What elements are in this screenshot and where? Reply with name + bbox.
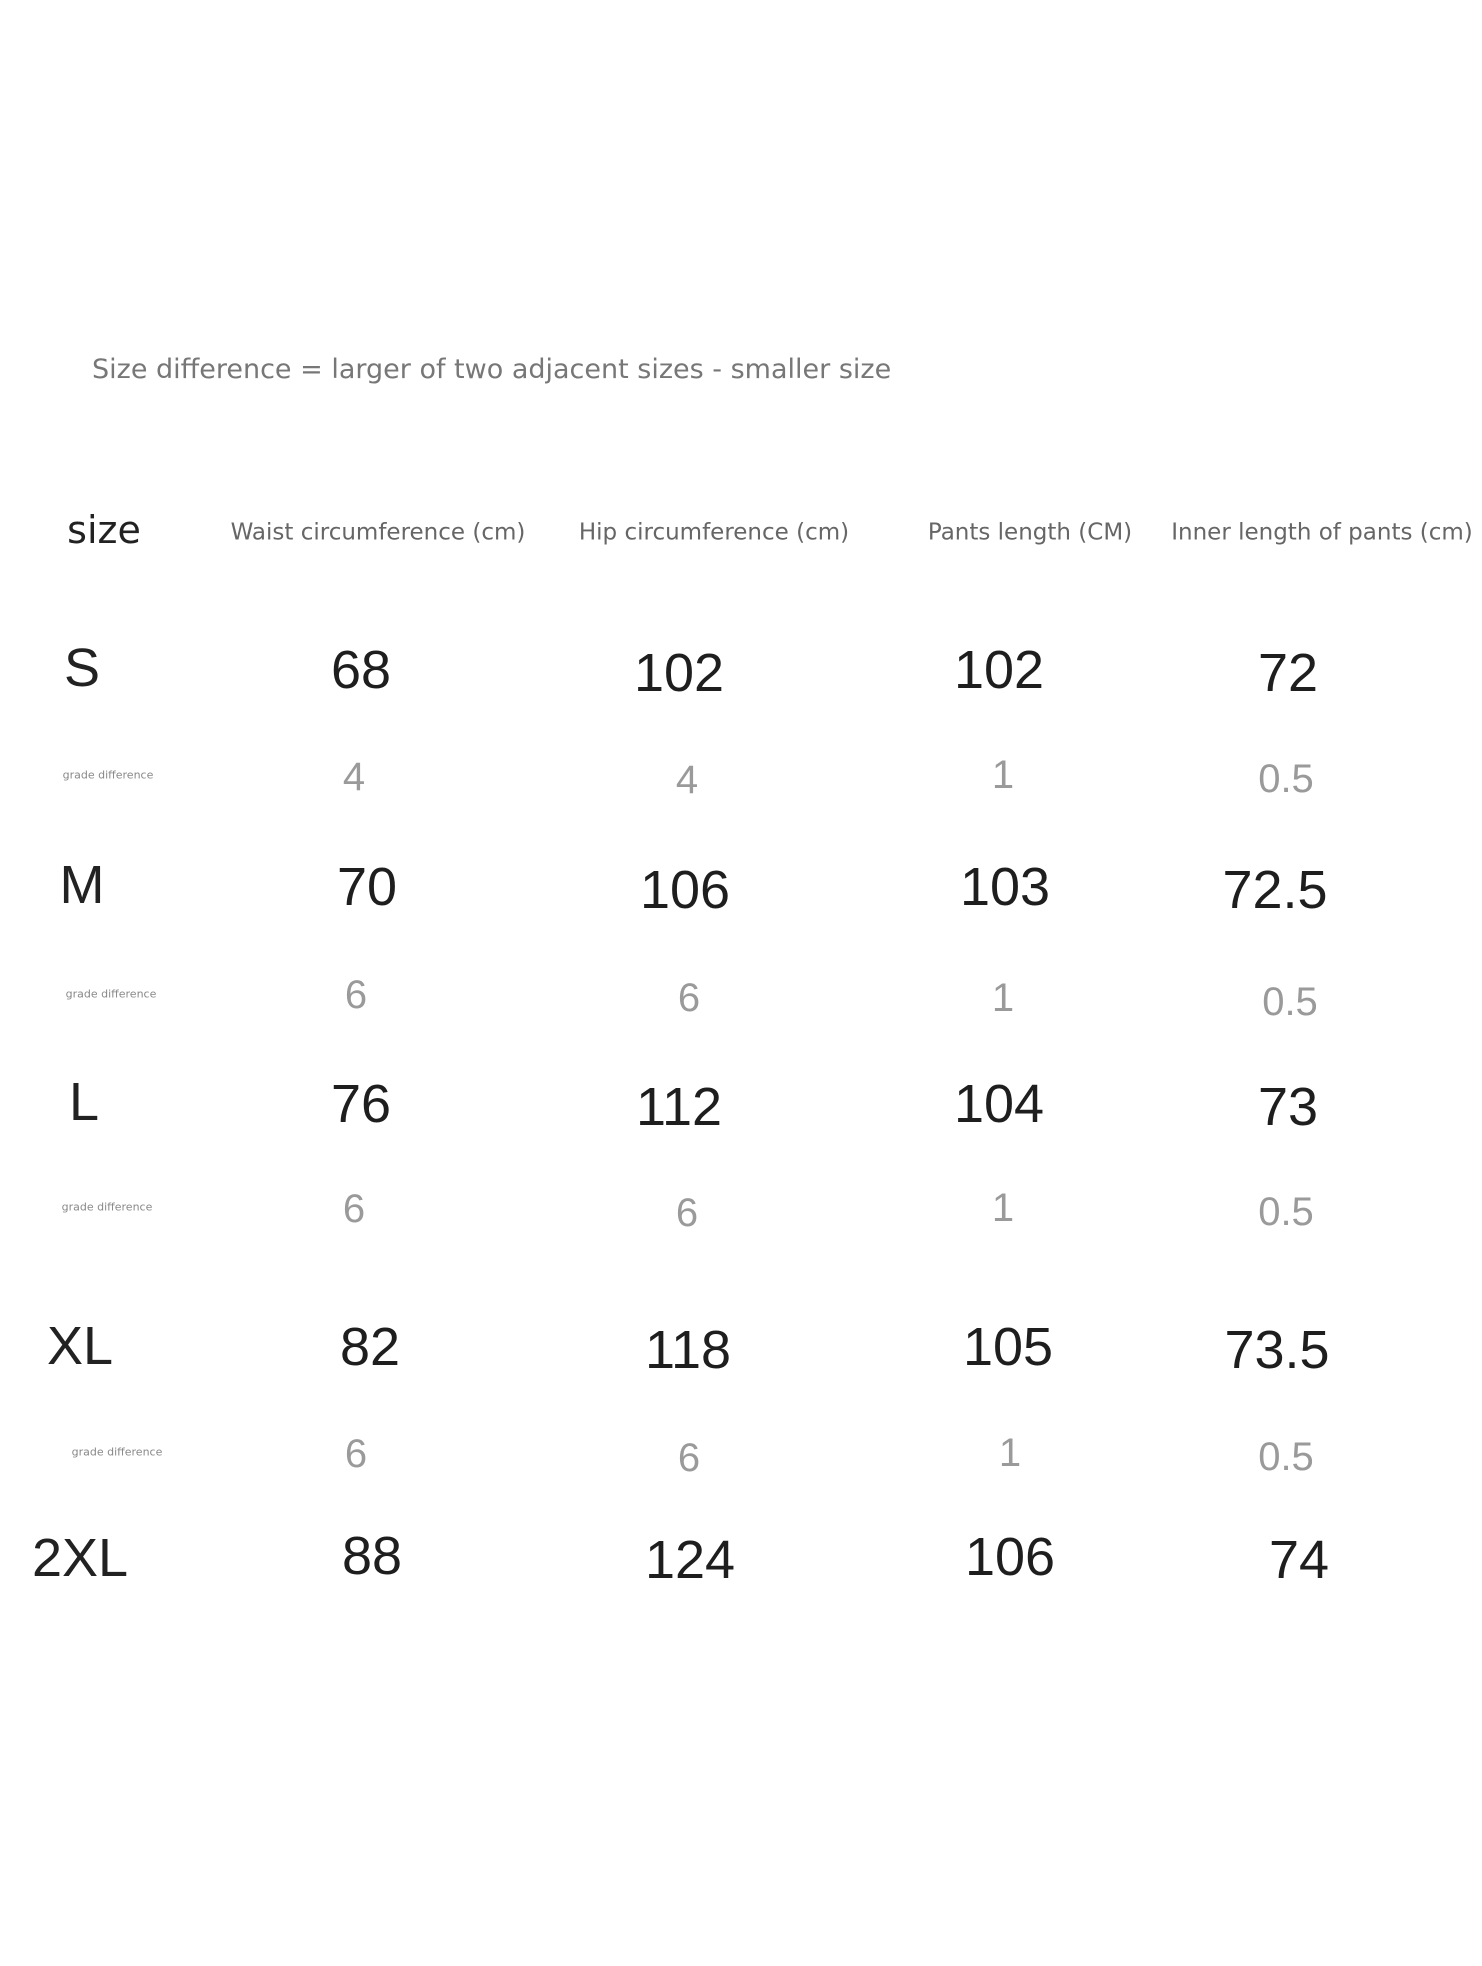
pants-length-grade-value: 1: [991, 1186, 1015, 1230]
waist-value: 70: [336, 857, 398, 917]
waist-grade-value: 6: [344, 973, 368, 1017]
inner-length-grade-value: 0.5: [1258, 1435, 1314, 1479]
waist-grade-value: 4: [342, 755, 366, 799]
pants-length-column-header: Pants length (CM): [927, 519, 1133, 546]
size-label-m: M: [59, 855, 105, 915]
hip-column-header: Hip circumference (cm): [578, 519, 850, 546]
size-label-l: L: [68, 1072, 100, 1132]
inner-length-value: 74: [1268, 1530, 1330, 1590]
pants-length-value: 104: [953, 1074, 1045, 1134]
size-difference-note: Size difference = larger of two adjacent sizes - smaller size: [92, 354, 892, 385]
inner-length-column-header: Inner length of pants (cm): [1171, 519, 1473, 546]
waist-grade-value: 6: [344, 1432, 368, 1476]
waist-grade-value: 6: [342, 1187, 366, 1231]
size-column-header: size: [67, 508, 141, 552]
pants-length-value: 102: [953, 640, 1045, 700]
pants-length-grade-value: 1: [991, 976, 1015, 1020]
waist-value: 68: [330, 640, 392, 700]
grade-difference-label: grade difference: [71, 1445, 163, 1459]
hip-value: 106: [639, 860, 731, 920]
hip-grade-value: 6: [677, 976, 701, 1020]
size-label-s: S: [63, 638, 101, 698]
grade-difference-label: grade difference: [61, 1200, 153, 1214]
grade-difference-label: grade difference: [62, 768, 154, 782]
pants-length-value: 103: [959, 857, 1051, 917]
hip-value: 102: [633, 643, 725, 703]
inner-length-grade-value: 0.5: [1258, 1190, 1314, 1234]
hip-grade-value: 4: [675, 758, 699, 802]
hip-value: 124: [644, 1530, 736, 1590]
waist-column-header: Waist circumference (cm): [230, 519, 526, 546]
inner-length-value: 73.5: [1224, 1320, 1330, 1380]
size-label-2xl: 2XL: [31, 1528, 129, 1588]
hip-value: 118: [644, 1320, 732, 1380]
inner-length-grade-value: 0.5: [1258, 757, 1314, 801]
pants-length-value: 106: [964, 1527, 1056, 1587]
inner-length-grade-value: 0.5: [1262, 980, 1318, 1024]
pants-length-grade-value: 1: [991, 753, 1015, 797]
waist-value: 82: [339, 1317, 401, 1377]
grade-difference-label: grade difference: [65, 987, 157, 1001]
waist-value: 76: [330, 1074, 392, 1134]
inner-length-value: 73: [1257, 1077, 1319, 1137]
inner-length-value: 72: [1257, 643, 1319, 703]
waist-value: 88: [341, 1526, 403, 1586]
hip-value: 112: [635, 1077, 723, 1137]
pants-length-grade-value: 1: [998, 1431, 1022, 1475]
inner-length-value: 72.5: [1222, 860, 1328, 920]
pants-length-value: 105: [962, 1317, 1054, 1377]
hip-grade-value: 6: [675, 1191, 699, 1235]
hip-grade-value: 6: [677, 1436, 701, 1480]
size-label-xl: XL: [46, 1316, 114, 1376]
